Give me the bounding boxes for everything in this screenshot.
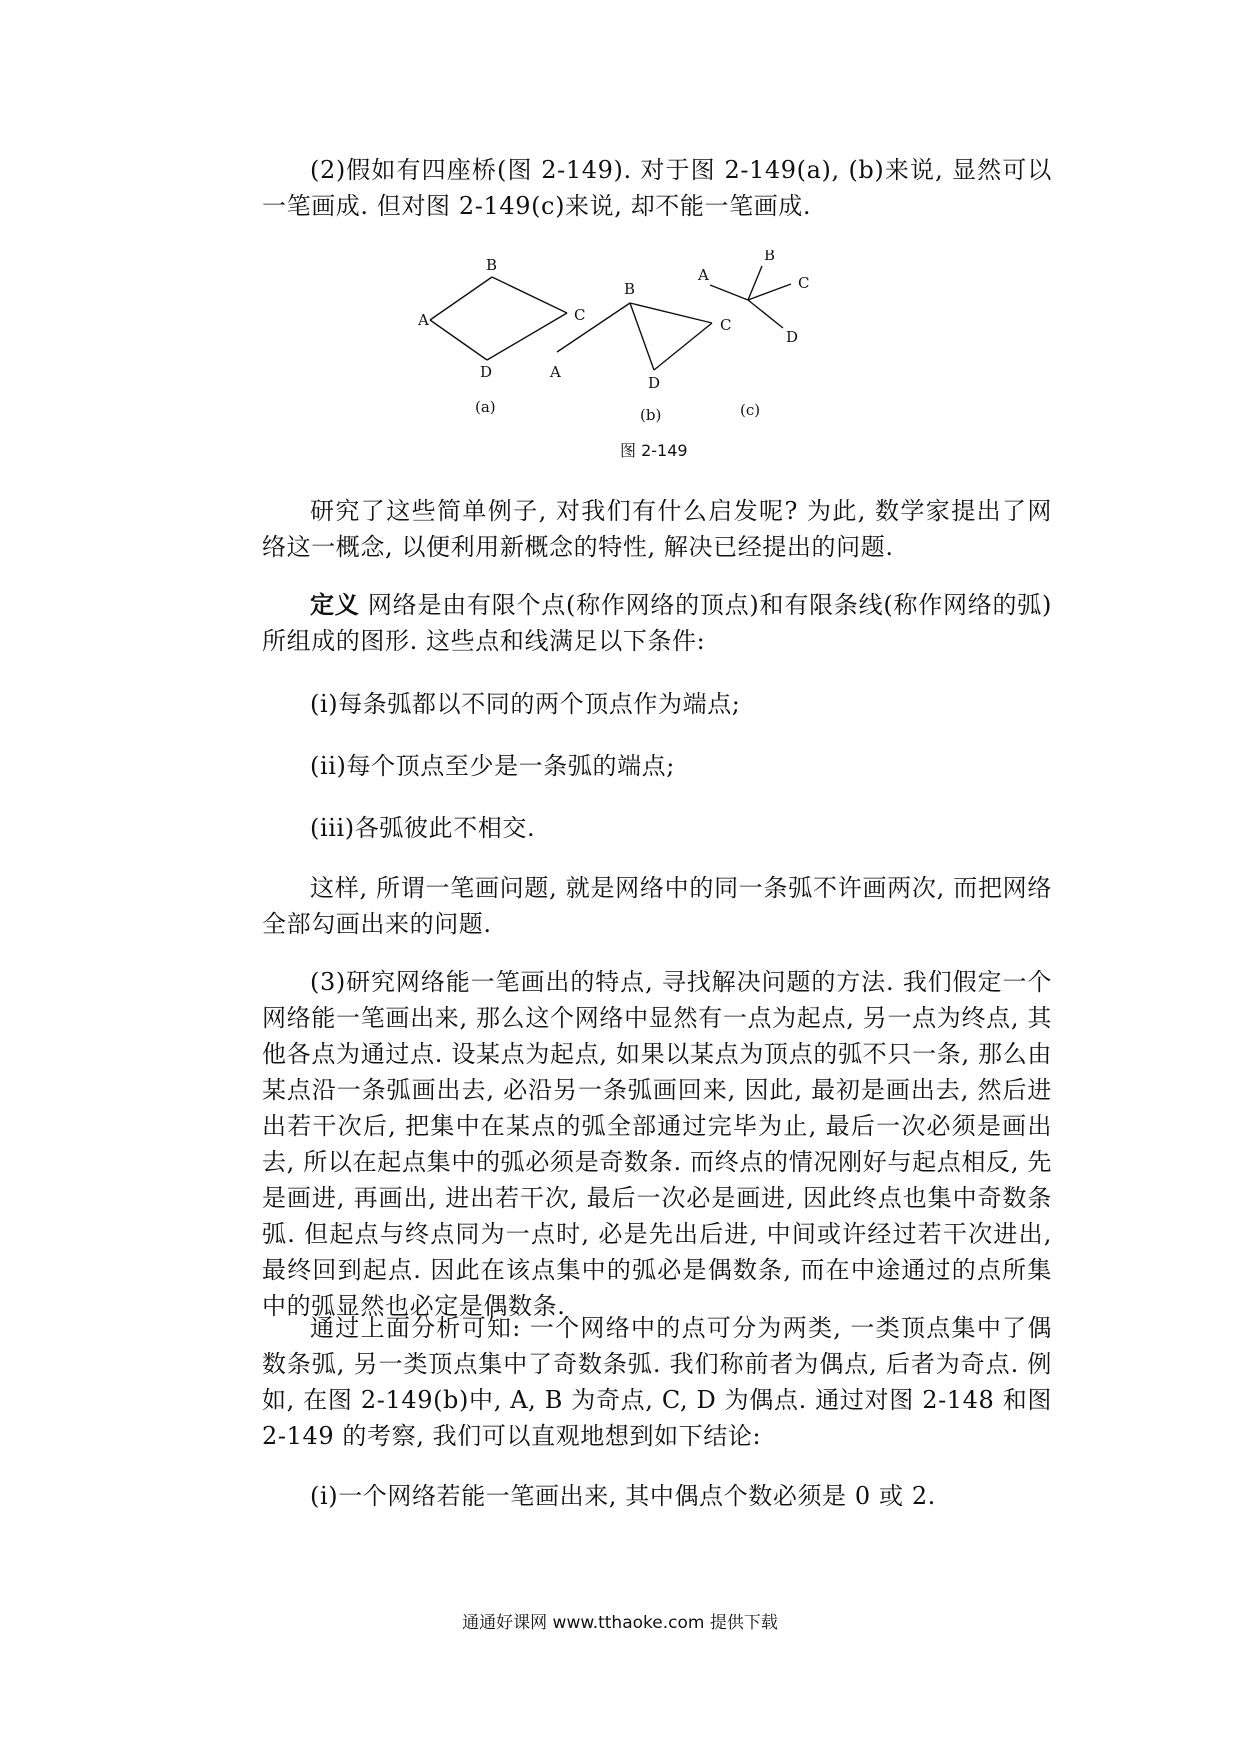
edge-b-dc [654, 323, 712, 370]
vertex-a-A: A [418, 311, 429, 329]
paragraph-analysis: (3)研究网络能一笔画出的特点, 寻找解决问题的方法. 我们假定一个网络能一笔画出来, 那么这个网络中显然有一点为起点, 另一点为终点, 其他各点为通过点. 设某点为起点, 如果以某点为顶点的弧不只一条, 那么由某点沿一条弧画出去, 必沿另一条弧画回来, 因此, 最初是画出去, 然后进出若干次后, 把集中在某点的弧全部通过完毕为止, 最后一次必须是画出去, 所以在起点集中的弧必须是奇数条. 而终点的情况刚好与起点相反, 先是画进, 再画出, 进出若干次, 最后一次必是画进, 因此终点也集中奇数条弧. 但起点与终点同为一点时, 必是先出后进, 中间或许经过若干次进出, 最终回到起点. 因此在该点集中的弧必是偶数条, 而在中途通过的点所集中的弧显然也必定是偶数条. [262, 968, 1052, 1320]
condition-i: (i)每条弧都以不同的两个顶点作为端点; [310, 690, 741, 718]
vertex-c-A: A [698, 266, 709, 284]
paragraph-odd-even-points: 通过上面分析可知: 一个网络中的点可分为两类, 一类顶点集中了偶数条弧, 另一类顶点集中了奇数条弧. 我们称前者为偶点, 后者为奇点. 例如, 在图 2-149(b)中, A, B 为奇点, C, D 为偶点. 通过对图 2-148 和图 2-149 的考察, 我们可以直观地想到如下结论: [262, 1314, 1052, 1450]
edge-c-c [748, 284, 791, 300]
edge-a-cd [487, 313, 567, 360]
vertex-b-D: D [648, 374, 661, 392]
vertex-b-C: C [720, 316, 732, 334]
edge-b-ab [557, 303, 630, 352]
paragraph-definition [262, 587, 1052, 659]
figure-caption: 图 2-149 [620, 441, 688, 460]
definition-text: 网络是由有限个点(称作网络的顶点)和有限条线(称作网络的弧)所组成的图形. 这些点和线满足以下条件: [262, 591, 1053, 655]
edge-a-ab [430, 277, 492, 320]
figure-b [549, 280, 731, 424]
vertex-b-A: A [550, 363, 561, 381]
edge-a-da [430, 320, 487, 360]
figure-2-149 [400, 250, 920, 470]
edge-a-bc [492, 277, 567, 313]
vertex-a-B: B [486, 256, 498, 274]
figure-a-label: (a) [475, 398, 496, 416]
vertex-a-C: C [574, 306, 586, 324]
edge-c-a [710, 285, 748, 300]
figure-c [697, 250, 809, 419]
vertex-c-D: D [786, 328, 799, 346]
paragraph-inspiration: 研究了这些简单例子, 对我们有什么启发呢? 为此, 数学家提出了网络这一概念, 以便利用新概念的特性, 解决已经提出的问题. [262, 497, 1052, 561]
edge-c-d [748, 300, 783, 328]
definition-term: 定义 [310, 590, 360, 619]
vertex-b-B: B [624, 280, 636, 298]
vertex-a-D: D [480, 363, 493, 381]
vertex-c-B: B [764, 250, 776, 264]
paragraph-one-stroke-problem: 这样, 所谓一笔画问题, 就是网络中的同一条弧不许画两次, 而把网络全部勾画出来的问题. [262, 874, 1052, 938]
edge-b-bc [630, 303, 712, 323]
condition-ii: (ii)每个顶点至少是一条弧的端点; [310, 752, 675, 780]
paragraph-bridges: (2)假如有四座桥(图 2-149). 对于图 2-149(a), (b)来说, 显然可以一笔画成. 但对图 2-149(c)来说, 却不能一笔画成. [262, 156, 1052, 220]
edge-b-bd [630, 303, 654, 370]
page-footer: 通通好课网 www.tthaoke.com 提供下载 [462, 1613, 778, 1633]
figure-b-label: (b) [640, 406, 662, 424]
figure-a [417, 256, 585, 416]
figure-c-label: (c) [740, 401, 761, 419]
vertex-c-C: C [798, 274, 810, 292]
condition-iii: (iii)各弧彼此不相交. [310, 814, 536, 842]
paragraph-conclusion-i: (i)一个网络若能一笔画出来, 其中偶点个数必须是 0 或 2. [310, 1482, 936, 1510]
